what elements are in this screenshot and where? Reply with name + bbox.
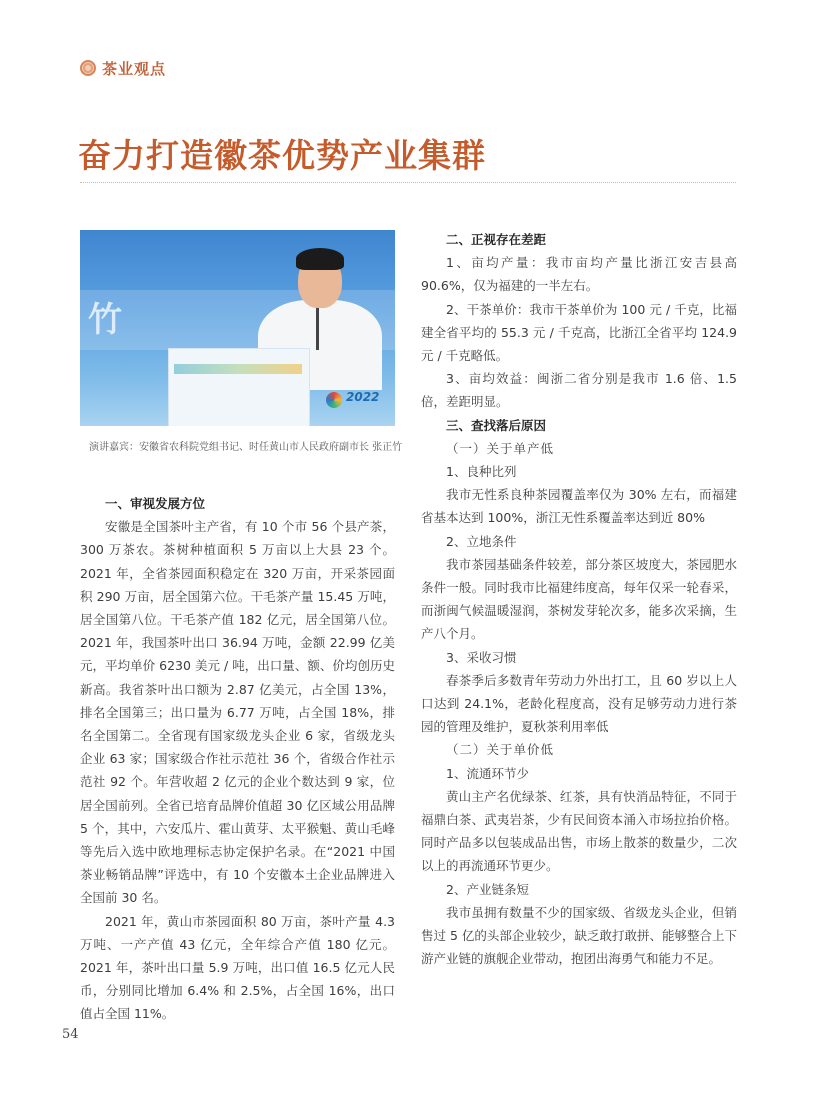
seal-icon	[80, 60, 96, 76]
photo-backdrop-text: 竹	[88, 300, 122, 340]
subsection-heading: （一）关于单产低	[446, 440, 555, 456]
paragraph: 安徽是全国茶叶主产省，有 10 个市 56 个县产茶，300 万茶农。茶树种植面积 5 万亩以上大县 23 个。2021 年，全省茶园面积稳定在 320 万亩，开采茶园面积 290 万亩，居全国第六位。干毛茶产量 15.45 万吨，居全国第八位。干毛茶产值 182 亿元，居全国第八位。2021 年，我国茶叶出口 36.94 万吨，金额 22.99 亿美元，平均单价 6230 美元 / 吨，出口量、额、价均创历史新高。我省茶叶出口额为 2.87 亿美元，占全国 13%，排名全国第三；出口量为 6.77 万吨，占全国 18%，排名全国第二。全省现有国家级龙头企业 6 家，省级龙头企业 63 家；国家级合作社示范社 36 个，省级合作社示范社 92 个。年营收超 2 亿元的企业个数达到 9 家，位居全国前列。全省已培育品牌价值超 30 亿区域公用品牌 5 个，其中，六安瓜片、霍山黄芽、太平猴魁、黄山毛峰等先后入选中欧地理标志协定保护名录。在“2021 中国茶业畅销品牌”评选中，有 10 个安徽本土企业品牌进入全国前 30 名。	[80, 519, 395, 906]
section-heading: 三、查找落后原因	[446, 417, 547, 433]
article-title: 奋力打造徽茶优势产业集群	[78, 136, 486, 175]
section-heading: 一、审视发展方位	[105, 496, 206, 511]
article-photo	[80, 230, 395, 426]
paragraph: 我市茶园基础条件较差，部分茶区坡度大，茶园肥水条件一般。同时我市比福建纬度高，每年仅采一轮春采，而浙闽气候温暖湿润，茶树发芽轮次多，能多次采摘，生产八个月。	[421, 556, 737, 642]
paragraph: 黄山主产名优绿茶、红茶，具有快消品特征，不同于福鼎白茶、武夷岩茶，少有民间资本涌入市场拉抬价格。同时产品多以包装成品出售，市场上散茶的数量少，二次以上的再流通环节更少。	[421, 788, 737, 874]
expo-logo-icon	[326, 392, 342, 408]
page-number: 54	[62, 1027, 79, 1042]
paragraph: 我市虽拥有数量不少的国家级、省级龙头企业，但销售过 5 亿的头部企业较少，缺乏敢打敢拼、能够整合上下游产业链的旗舰企业带动，抱团出海勇气和能力不足。	[421, 904, 737, 967]
microphone-icon	[316, 308, 319, 350]
podium-banner	[174, 364, 302, 374]
paragraph: 3、亩均效益：闽浙二省分别是我市 1.6 倍、1.5 倍，差距明显。	[421, 371, 737, 410]
title-divider	[80, 182, 736, 183]
paragraph: 我市无性系良种茶园覆盖率仅为 30% 左右，而福建省基本达到 100%，浙江无性系覆盖率达到近 80%	[421, 487, 737, 526]
list-item-heading: 2、产业链条短	[446, 881, 529, 897]
section-label: 茶业观点	[102, 59, 167, 78]
subsection-heading: （二）关于单价低	[446, 742, 555, 758]
podium	[168, 348, 310, 426]
list-item-heading: 2、立地条件	[446, 533, 517, 549]
list-item-heading: 1、良种比列	[446, 464, 517, 480]
list-item-heading: 1、流通环节少	[446, 765, 529, 781]
left-column	[80, 492, 395, 1026]
section-tag	[80, 58, 166, 78]
paragraph: 2、干茶单价：我市干茶单价为 100 元 / 千克，比福建全省平均的 55.3 元 / 千克高，比浙江全省平均 124.9 元 / 千克略低。	[421, 301, 737, 364]
list-item-heading: 3、采收习惯	[446, 649, 517, 665]
section-heading: 二、正视存在差距	[446, 232, 547, 247]
paragraph: 2021 年，黄山市茶园面积 80 万亩，茶叶产量 4.3 万吨、一产产值 43 亿元，全年综合产值 180 亿元。2021 年，茶叶出口量 5.9 万吨，出口值 16.5 亿元人民币，分别同比增加 6.4% 和 2.5%，占全国 16%，出口值占全国 11%。	[80, 913, 395, 1022]
expo-logo-text: 2022	[346, 390, 380, 404]
right-column	[421, 228, 737, 971]
paragraph: 1、亩均产量：我市亩均产量比浙江安吉县高 90.6%，仅为福建的一半左右。	[421, 255, 737, 294]
paragraph: 春茶季后多数青年劳动力外出打工，且 60 岁以上人口达到 24.1%，老龄化程度高，没有足够劳动力进行茶园的管理及维护，夏秋茶利用率低	[421, 672, 737, 735]
photo-caption: 演讲嘉宾：安徽省农科院党组书记、时任黄山市人民政府副市长 张正竹	[89, 442, 403, 453]
speaker-hair	[296, 248, 344, 270]
